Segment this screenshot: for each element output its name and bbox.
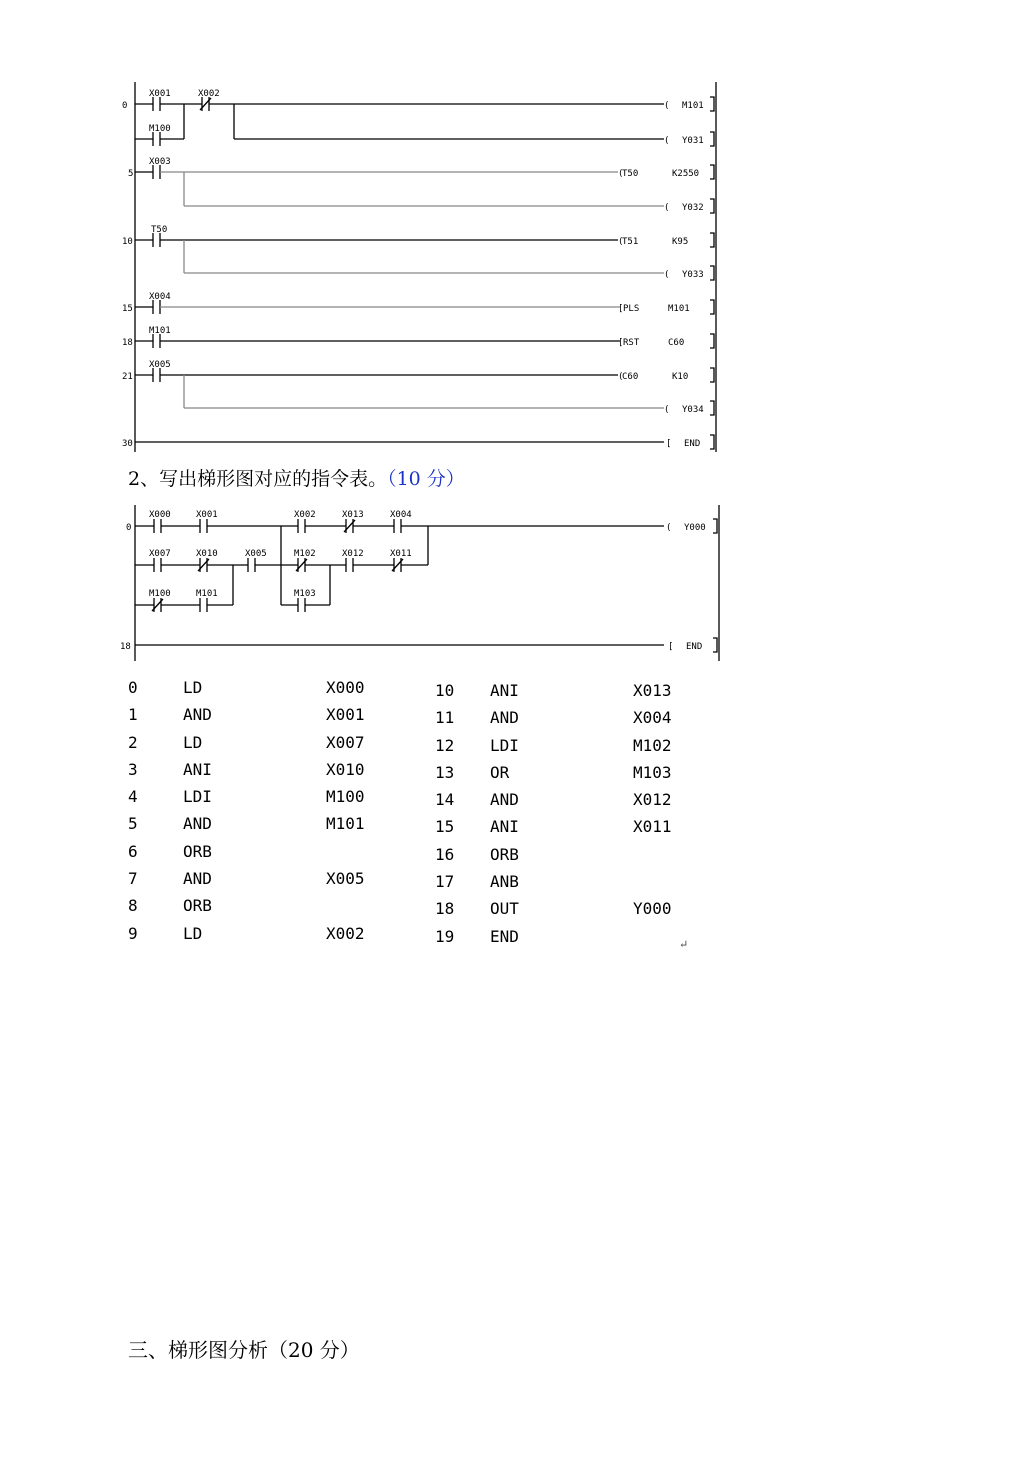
step-number: 7 <box>128 869 138 889</box>
opcode: ORB <box>183 896 212 916</box>
step-number: 10 <box>122 237 133 247</box>
ladder-diagram-1 <box>0 0 1032 460</box>
step-number: 6 <box>128 841 138 861</box>
contact-label: T50 <box>151 225 168 235</box>
opcode: ANI <box>183 759 212 779</box>
opcode: LD <box>183 678 203 697</box>
operand: Y000 <box>633 899 672 919</box>
step-number: 18 <box>435 899 455 919</box>
opcode: ANI <box>490 681 519 700</box>
operand: X010 <box>326 759 365 779</box>
coil-label: Y034 <box>682 405 704 415</box>
step-number: 9 <box>128 923 138 943</box>
instruction-open: [ <box>618 338 624 348</box>
step-number: 16 <box>435 844 455 864</box>
operand: M102 <box>633 735 672 755</box>
step-number: 5 <box>128 814 138 834</box>
coil-label: Y032 <box>682 203 704 213</box>
operand: X007 <box>326 732 365 752</box>
question-2-heading <box>128 464 465 491</box>
coil-label: C60 <box>622 372 639 382</box>
step-number: 0 <box>122 101 128 111</box>
contact-label: M102 <box>294 549 316 559</box>
opcode: ANI <box>490 817 519 837</box>
coil-open: ( <box>666 523 672 533</box>
opcode: ORB <box>183 841 212 861</box>
step-number: 18 <box>120 642 131 652</box>
operand: X001 <box>326 705 365 725</box>
instruction-label: PLS <box>623 304 640 314</box>
coil-open: ( <box>618 169 624 179</box>
opcode: LDI <box>183 787 212 807</box>
step-number: 14 <box>435 790 455 810</box>
opcode: LD <box>183 923 203 943</box>
coil-label: Y033 <box>682 270 704 280</box>
operand: M103 <box>633 762 672 782</box>
step-number: 8 <box>128 896 138 916</box>
step-number: 15 <box>122 304 133 314</box>
step-number: 18 <box>122 338 133 348</box>
contact-label: X000 <box>149 510 171 520</box>
instruction-label: RST <box>623 338 640 348</box>
operand: X004 <box>633 708 672 728</box>
opcode: LDI <box>490 735 519 755</box>
contact-label: M100 <box>149 589 171 599</box>
opcode: AND <box>490 790 519 810</box>
opcode: END <box>490 926 519 946</box>
coil-open: ( <box>664 101 670 111</box>
step-number: 5 <box>128 169 134 179</box>
operand: X011 <box>633 817 672 837</box>
contact-label: X004 <box>390 510 412 520</box>
question-2-score: （10 分） <box>387 468 465 490</box>
step-number: 10 <box>435 681 455 700</box>
step-number: 1 <box>128 705 138 725</box>
coil-constant: K2550 <box>672 169 700 179</box>
step-number: 2 <box>128 732 138 752</box>
contact-label: M101 <box>196 589 218 599</box>
contact-label: X011 <box>390 549 412 559</box>
coil-open: ( <box>664 136 670 146</box>
end-label: END <box>684 439 701 449</box>
operand: X002 <box>326 923 365 943</box>
operand: X013 <box>633 681 672 700</box>
contact-label: X013 <box>342 510 364 520</box>
coil-open: ( <box>664 270 670 280</box>
opcode: AND <box>183 869 212 889</box>
contact-label: X002 <box>294 510 316 520</box>
step-number: 19 <box>435 926 455 946</box>
coil-label: Y031 <box>682 136 704 146</box>
opcode: OUT <box>490 899 519 919</box>
opcode: AND <box>183 814 212 834</box>
contact-label: X003 <box>149 157 171 167</box>
step-number: 17 <box>435 872 455 892</box>
contact-label: X001 <box>196 510 218 520</box>
instruction-operand: C60 <box>668 338 685 348</box>
coil-open: ( <box>618 237 624 247</box>
paragraph-mark-icon: ↵ <box>679 938 689 951</box>
step-number: 11 <box>435 708 455 728</box>
coil-label: Y000 <box>684 523 706 533</box>
contact-label: X005 <box>149 360 171 370</box>
coil-constant: K95 <box>672 237 689 247</box>
step-number: 15 <box>435 817 455 837</box>
coil-label: T50 <box>622 169 639 179</box>
opcode: ANB <box>490 872 519 892</box>
operand: M100 <box>326 787 365 807</box>
step-number: 12 <box>435 735 455 755</box>
instruction-open: [ <box>618 304 624 314</box>
opcode: AND <box>183 705 212 725</box>
contact-label: X001 <box>149 89 171 99</box>
operand: X000 <box>326 678 365 697</box>
coil-open: ( <box>664 203 670 213</box>
step-number: 13 <box>435 762 455 782</box>
step-number: 0 <box>126 523 132 533</box>
step-number: 3 <box>128 759 138 779</box>
ladder-diagram-2 <box>0 495 1032 695</box>
operand: M101 <box>326 814 365 834</box>
step-number: 21 <box>122 372 133 382</box>
contact-label: X005 <box>245 549 267 559</box>
contact-label: X002 <box>198 89 220 99</box>
opcode: ORB <box>490 844 519 864</box>
step-number: 30 <box>122 439 133 449</box>
coil-label: M101 <box>682 101 704 111</box>
opcode: LD <box>183 732 203 752</box>
step-number: 0 <box>128 678 138 697</box>
step-number: 4 <box>128 787 138 807</box>
contact-label: M103 <box>294 589 316 599</box>
contact-label: X012 <box>342 549 364 559</box>
opcode: AND <box>490 708 519 728</box>
coil-open: ( <box>664 405 670 415</box>
contact-label: X004 <box>149 292 171 302</box>
contact-label: M100 <box>149 124 171 134</box>
contact-label: X007 <box>149 549 171 559</box>
section-3-heading: 三、梯形图分析（20 分） <box>128 1338 360 1362</box>
coil-constant: K10 <box>672 372 689 382</box>
opcode: OR <box>490 762 510 782</box>
operand: X005 <box>326 869 365 889</box>
instruction-operand: M101 <box>668 304 690 314</box>
end-label: END <box>686 642 703 652</box>
contact-label: M101 <box>149 326 171 336</box>
contact-label: X010 <box>196 549 218 559</box>
operand: X012 <box>633 790 672 810</box>
instruction-open: [ <box>668 642 674 652</box>
coil-open: ( <box>618 372 624 382</box>
coil-label: T51 <box>622 237 639 247</box>
question-2-text: 2、写出梯形图对应的指令表。 <box>128 468 388 490</box>
instruction-open: [ <box>666 439 672 449</box>
